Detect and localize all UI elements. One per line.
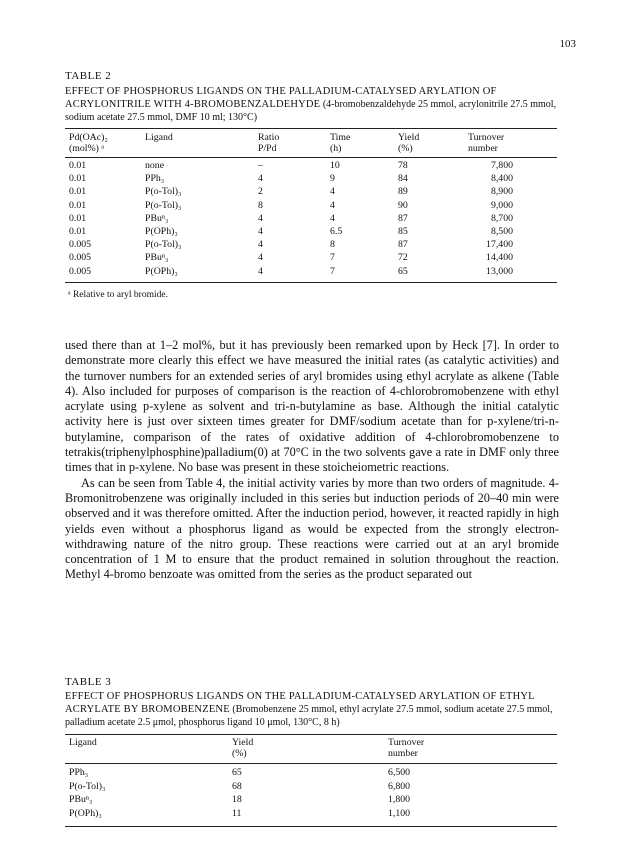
table-3-caption: [65, 690, 557, 729]
table-2-yield-cell: 84: [398, 173, 408, 185]
table-2-ligand-cell: PBuⁿ₃: [145, 252, 169, 264]
table-2-ratio-cell: 8: [258, 199, 263, 211]
table-2-pd-cell: 0.01: [69, 226, 87, 237]
table-2-yield-cell: 78: [398, 160, 408, 171]
table-2-turnover-cell: 7,800: [490, 160, 513, 171]
table-2-ratio-cell: 4: [258, 226, 263, 237]
table-2-yield-cell: 85: [398, 226, 408, 237]
table-2-pd-cell: 0.005: [69, 265, 92, 277]
table-2-time-cell: 10: [330, 160, 340, 171]
table-2-ratio-cell: 4: [258, 252, 263, 264]
table-2-ligand-cell: P(o-Tol)₃: [145, 186, 182, 198]
table-2-label: TABLE 2: [65, 70, 112, 82]
table-3-yield-cell: 11: [232, 807, 242, 819]
table-3-label: TABLE 3: [65, 676, 112, 688]
table-2-time-cell: 7: [330, 265, 335, 277]
table-2-header-ratio: Ratio P/Pd: [258, 132, 280, 154]
table-2-header-ligand: Ligand: [145, 132, 173, 143]
table-2-caption-main: EFFECT OF PHOSPHORUS LIGANDS ON THE PALLADIUM-CATALYSED ARYLATION OF ACRYLONITRILE WITH 4-BROMOBENZALDEHYDE: [65, 86, 497, 110]
table-2-pd-cell: 0.01: [69, 173, 87, 185]
table-2-ligand-cell: PPh₃: [145, 173, 165, 185]
table-3-header-yield: Yield (%): [232, 737, 254, 759]
table-3-ligand-cell: PPh₃: [69, 767, 89, 778]
table-3-yield-cell: 18: [232, 794, 242, 806]
table-2-turnover-cell: 13,000: [486, 265, 513, 277]
table-3-yield-cell: 65: [232, 767, 242, 778]
table-3-turnover-cell: 1,800: [388, 794, 411, 806]
table-2-time-cell: 4: [330, 212, 335, 224]
table-3-turnover-cell: 6,800: [388, 780, 411, 792]
table-2-ratio-cell: 4: [258, 212, 263, 224]
paragraph-1: used there than at 1–2 mol%, but it has previously been remarked upon by Heck [7]. In order to demonstrate more clearly this effect we have measured the initial rates (as catalytic activities) and the turnover numbers for an extended series of aryl bromides using ethyl acrylate as alkene (Table 4). Also included for purposes of comparison is the reaction of 4-chlorobromobenzene with ethyl acrylate using p-xylene as solvent and tri-n-butylamine as base. Although the initial catalytic activity here is just over sixteen times greater for DMF/sodium acetate than for p-xylene/tri-n-butylamine, comparison of the rates of oxidative addition of 4-chlorobromobenzene to tetrakis(triphenylphosphine)palladium(0) at 70°C in the two solvents gave a rate in DMF only three times that in p-xylene. No base was present in these stoicheiometric reactions.: [65, 338, 559, 475]
table-3-turnover-cell: 1,100: [388, 807, 411, 819]
table-2-ligand-cell: P(OPh)₃: [145, 265, 178, 277]
table-2-ratio-cell: 4: [258, 265, 263, 277]
table-2-yield-cell: 65: [398, 265, 408, 277]
paragraph-2: As can be seen from Table 4, the initial activity varies by more than two orders of magnitude. 4-Bromonitrobenzene was originally included in this series but induction periods of 20–40 min were observed and it was therefore omitted. After the induction period, however, it reacted rapidly in high yields even without a phosphorus ligand as would be expected from the strongly electron-withdrawing nature of the nitro group. These reactions were carried out at an aryl bromide concentration of 1 M to ensure that the product remained in solution throughout the reaction. Methyl 4-bromo benzoate was omitted from the series as the product separated out: [65, 475, 559, 582]
table-2-ligand-cell: none: [145, 160, 165, 171]
table-3-turnover-cell: 6,500: [388, 767, 411, 778]
table-2-time-cell: 4: [330, 186, 335, 198]
table-2-time-cell: 4: [330, 199, 335, 211]
table-2-pd-cell: 0.01: [69, 199, 87, 211]
table-2-ligand-cell: P(o-Tol)₃: [145, 199, 182, 211]
table-2-yield-cell: 90: [398, 199, 408, 211]
table-2-pd-cell: 0.005: [69, 239, 92, 251]
table-3-ligand-cell: P(OPh)₃: [69, 807, 102, 819]
table-2-turnover-cell: 8,400: [490, 173, 513, 185]
table-2-time-cell: 6.5: [330, 226, 343, 237]
table-2-turnover-cell: 8,700: [490, 212, 513, 224]
table-2-yield-cell: 87: [398, 239, 408, 251]
table-2-ratio-cell: 4: [258, 173, 263, 185]
table-2-ratio-cell: –: [258, 160, 263, 171]
table-2-turnover-cell: 17,400: [486, 239, 513, 251]
table-2-ligand-cell: PBuⁿ₃: [145, 212, 169, 224]
table-2-turnover-cell: 8,900: [490, 186, 513, 198]
table-3-ligand-cell: PBuⁿ₃: [69, 794, 93, 806]
body-text: [65, 338, 559, 583]
table-2-ratio-cell: 4: [258, 239, 263, 251]
table-3-yield-cell: 68: [232, 780, 242, 792]
table-2-header-pd: Pd(OAc)₂ (mol%) ᵃ: [69, 132, 108, 154]
table-2-header-turnover: Turnover number: [468, 132, 505, 154]
table-2-turnover-cell: 8,500: [490, 226, 513, 237]
table-2-top-rule: [65, 128, 557, 129]
table-3-header-ligand: Ligand: [69, 737, 97, 748]
table-2-turnover-cell: 14,400: [486, 252, 513, 264]
table-2-yield-cell: 87: [398, 212, 408, 224]
table-2-pd-cell: 0.005: [69, 252, 92, 264]
table-3-header-turnover: Turnover number: [388, 737, 425, 759]
page-number: 103: [559, 38, 576, 50]
table-2-yield-cell: 89: [398, 186, 408, 198]
table-2-ligand-cell: P(OPh)₃: [145, 226, 178, 237]
table-2-header-time: Time (h): [330, 132, 351, 154]
table-2-footnote: ᵃ Relative to aryl bromide.: [68, 290, 168, 300]
table-3-header-rule: [65, 763, 557, 764]
table-3-bottom-rule: [65, 826, 557, 827]
table-2-yield-cell: 72: [398, 252, 408, 264]
table-3-caption-main: EFFECT OF PHOSPHORUS LIGANDS ON THE PALLADIUM-CATALYSED ARYLATION OF ETHYL ACRYLATE BY BROMOBENZENE: [65, 691, 535, 715]
table-2-bottom-rule: [65, 282, 557, 283]
table-2-pd-cell: 0.01: [69, 160, 87, 171]
table-3-top-rule: [65, 734, 557, 735]
table-2-time-cell: 7: [330, 252, 335, 264]
table-2-header-yield: Yield (%): [398, 132, 420, 154]
table-2-time-cell: 9: [330, 173, 335, 185]
table-2-ratio-cell: 2: [258, 186, 263, 198]
table-2-time-cell: 8: [330, 239, 335, 251]
table-2-header-rule: [65, 157, 557, 158]
table-2-pd-cell: 0.01: [69, 186, 87, 198]
table-3-caption-detail: (Bromobenzene 25 mmol, ethyl acrylate 27.5 mmol, sodium acetate 27.5 mmol, palladium acetate 2.5 μmol, phosphorus ligand 10 μmol, 130°C, 8 h): [65, 704, 553, 728]
table-2-turnover-cell: 9,000: [490, 199, 513, 211]
table-3-ligand-cell: P(o-Tol)₃: [69, 780, 106, 792]
table-2-caption-detail: (4-bromobenzaldehyde 25 mmol, acrylonitrile 27.5 mmol, sodium acetate 27.5 mmol, DMF 10 ml; 130°C): [65, 99, 557, 123]
table-2-caption: [65, 85, 557, 124]
table-2-ligand-cell: P(o-Tol)₃: [145, 239, 182, 251]
table-2-pd-cell: 0.01: [69, 212, 87, 224]
